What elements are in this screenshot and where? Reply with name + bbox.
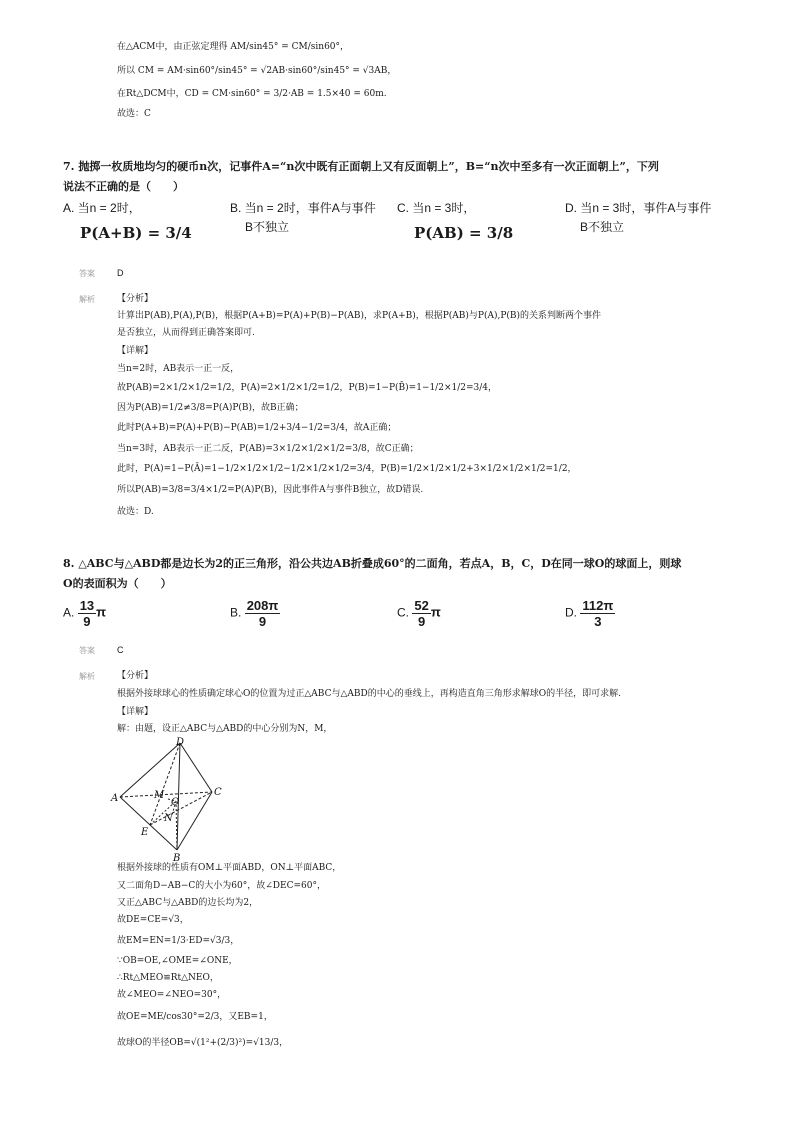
- top-line-3: 在Rt△DCM中，CD = CM·sin60° = 3/2·AB = 1.5×40 = 60m.: [117, 89, 387, 99]
- q8-option-a-numerator: 13: [79, 598, 95, 613]
- q8-option-d: [565, 598, 615, 629]
- q8-stem-line-1: 8. △ABC与△ABD都是边长为2的正三角形，沿公共边AB折叠成60°的二面角，若点A，B，C，D在同一球O的球面上，则球: [63, 557, 682, 570]
- q7-answer-value: D: [117, 268, 124, 278]
- q8-analysis-line: 故DE=CE=√3，: [117, 915, 189, 925]
- q8-analysis-line: 故EM=EN=1/3·ED=√3/3，: [117, 936, 240, 946]
- top-line-4: 故选：C: [117, 109, 151, 119]
- q7-analysis-line: 当n=2时，AB表示一正一反，: [117, 364, 240, 374]
- q8-analysis-line: 故OE=ME/cos30°=2/3，又EB=1，: [117, 1012, 273, 1022]
- q7-analysis-line: 此时，P(A)=1−P(Ā)=1−1/2×1/2×1/2−1/2×1/2×1/2=3/4，P(B)=1/2×1/2×1/2+3×1/2×1/2×1/2=1/2，: [117, 464, 577, 474]
- point-label-c: C: [214, 787, 222, 798]
- q7-option-b-line-2: B不独立: [245, 220, 290, 234]
- line-ob: [176, 801, 177, 850]
- q8-answer-value: C: [117, 645, 124, 655]
- edge-cb: [177, 792, 212, 850]
- q8-option-d-fraction: [580, 598, 615, 629]
- q7-option-b-label: B. 当n = 2时，事件A与事件: [230, 201, 376, 215]
- top-line-2: 所以 CM = AM·sin60°/sin45° = √2AB·sin60°/sin45° = √3AB，: [117, 66, 397, 76]
- tetrahedron-figure: [110, 735, 230, 865]
- q7-analysis-line: 计算出P(AB),P(A),P(B)，根据P(A+B)=P(A)+P(B)−P(AB)，求P(A+B)，根据P(AB)与P(A),P(B)的关系判断两个事件: [117, 311, 602, 321]
- q7-option-c-label: C. 当n = 3时，: [397, 201, 476, 215]
- q8-option-d-numerator: 112π: [582, 598, 614, 613]
- q8-option-a: [63, 598, 106, 629]
- point-label-o: O: [171, 797, 180, 808]
- q8-analysis-line: 根据外接球的性质有OM⊥平面ABD，ON⊥平面ABC，: [117, 863, 342, 873]
- point-label-d: D: [176, 737, 185, 748]
- q8-analysis-line: 故∠MEO=∠NEO=30°，: [117, 990, 227, 1000]
- q7-analysis-line: 是否独立，从而得到正确答案即可.: [117, 328, 255, 338]
- q7-option-d-line-2: B不独立: [580, 220, 625, 234]
- q7-option-d-label: D. 当n = 3时，事件A与事件: [565, 201, 712, 215]
- q8-analysis-line: ∴Rt△MEO≌Rt△NEO，: [117, 973, 219, 983]
- q8-analysis-line: 故球O的半径OB=√(1²+(2/3)²)=√13/3，: [117, 1038, 289, 1048]
- q8-option-a-denominator: 9: [83, 614, 91, 629]
- q8-option-c-denominator: 9: [417, 614, 426, 629]
- q7-analysis-line: 故选：D.: [117, 507, 154, 517]
- q7-stem-line-1: 7. 抛掷一枚质地均匀的硬币n次，记事件A=“n次中既有正面朝上又有反面朝上”，B=“n次中至多有一次正面朝上”，下列: [63, 160, 659, 173]
- q8-option-a-fraction: [78, 598, 96, 629]
- q8-option-a-label: A.: [63, 605, 75, 620]
- q7-analysis-line: 当n=3时，AB表示一正二反，P(AB)=3×1/2×1/2×1/2=3/8，故C正确；: [117, 444, 419, 454]
- q7-option-c-formula: P(AB) = 3/8: [414, 224, 514, 242]
- point-label-e: E: [141, 827, 149, 838]
- edge-ac: [120, 792, 212, 797]
- q8-analysis-line: 解：由题，设正△ABC与△ABD的中心分别为N，M，: [117, 724, 333, 734]
- q8-answer-label: 答案: [79, 646, 95, 655]
- q8-stem-line-2: O的表面积为（ ）: [63, 577, 172, 590]
- q7-analysis-label: 解析: [79, 295, 95, 304]
- q8-analysis-line: ∵OB=OE,∠OME=∠ONE，: [117, 956, 238, 966]
- q8-option-b-fraction: [245, 598, 281, 629]
- q8-option-b: [230, 598, 280, 629]
- q8-analysis-line: 又二面角D−AB−C的大小为60°，故∠DEC=60°，: [117, 881, 326, 891]
- point-label-a: A: [111, 793, 119, 804]
- q8-analysis-line: 【详解】: [117, 707, 154, 717]
- point-label-m: M: [154, 790, 165, 801]
- q8-option-d-denominator: 3: [594, 614, 602, 629]
- q8-option-c: [397, 598, 441, 629]
- point-label-n: N: [164, 813, 173, 824]
- q8-option-c-fraction: [412, 598, 430, 629]
- q8-analysis-label: 解析: [79, 672, 95, 681]
- edge-da: [120, 743, 180, 797]
- q7-answer-label: 答案: [79, 269, 95, 278]
- q8-option-d-label: D.: [565, 605, 577, 620]
- q7-option-a-formula: P(A+B) = 3/4: [80, 224, 192, 242]
- q8-option-c-pi: π: [430, 604, 441, 620]
- q7-stem-line-2: 说法不正确的是（ ）: [63, 180, 184, 193]
- top-line-1: 在△ACM中，由正弦定理得 AM/sin45° = CM/sin60°，: [117, 42, 350, 52]
- q8-option-b-numerator: 208π: [246, 598, 279, 613]
- q7-analysis-line: 【详解】: [117, 346, 154, 356]
- q7-analysis-line: 所以P(AB)=3/8=3/4×1/2=P(A)P(B)，因此事件A与事件B独立，故D错误.: [117, 485, 424, 495]
- q8-analysis-line: 根据外接球球心的性质确定球心O的位置为过正△ABC与△ABD的中心的垂线上，再构造直角三角形求解球O的半径，即可求解.: [117, 689, 621, 699]
- q7-analysis-line: 此时P(A+B)=P(A)+P(B)−P(AB)=1/2+3/4−1/2=3/4，故A正确；: [117, 423, 397, 433]
- q8-option-b-denominator: 9: [258, 614, 267, 629]
- q8-analysis-line: 【分析】: [117, 671, 154, 681]
- q8-option-b-label: B.: [230, 605, 242, 620]
- q8-analysis-line: 又正△ABC与△ABD的边长均为2，: [117, 898, 259, 908]
- point-label-b: B: [173, 853, 181, 864]
- q7-option-a-label: A. 当n = 2时，: [63, 201, 141, 215]
- q8-option-c-numerator: 52: [414, 598, 429, 613]
- edge-dc: [180, 743, 212, 792]
- q7-analysis-line: 因为P(AB)=1/2≠3/8=P(A)P(B)，故B正确；: [117, 403, 304, 413]
- q7-analysis-line: 【分析】: [117, 294, 154, 304]
- q8-option-c-label: C.: [397, 605, 409, 620]
- q8-option-a-pi: π: [96, 604, 107, 620]
- q7-analysis-line: 故P(AB)=2×1/2×1/2=1/2，P(A)=2×1/2×1/2=1/2，P(B)=1−P(B̄)=1−1/2×1/2=3/4，: [117, 383, 497, 393]
